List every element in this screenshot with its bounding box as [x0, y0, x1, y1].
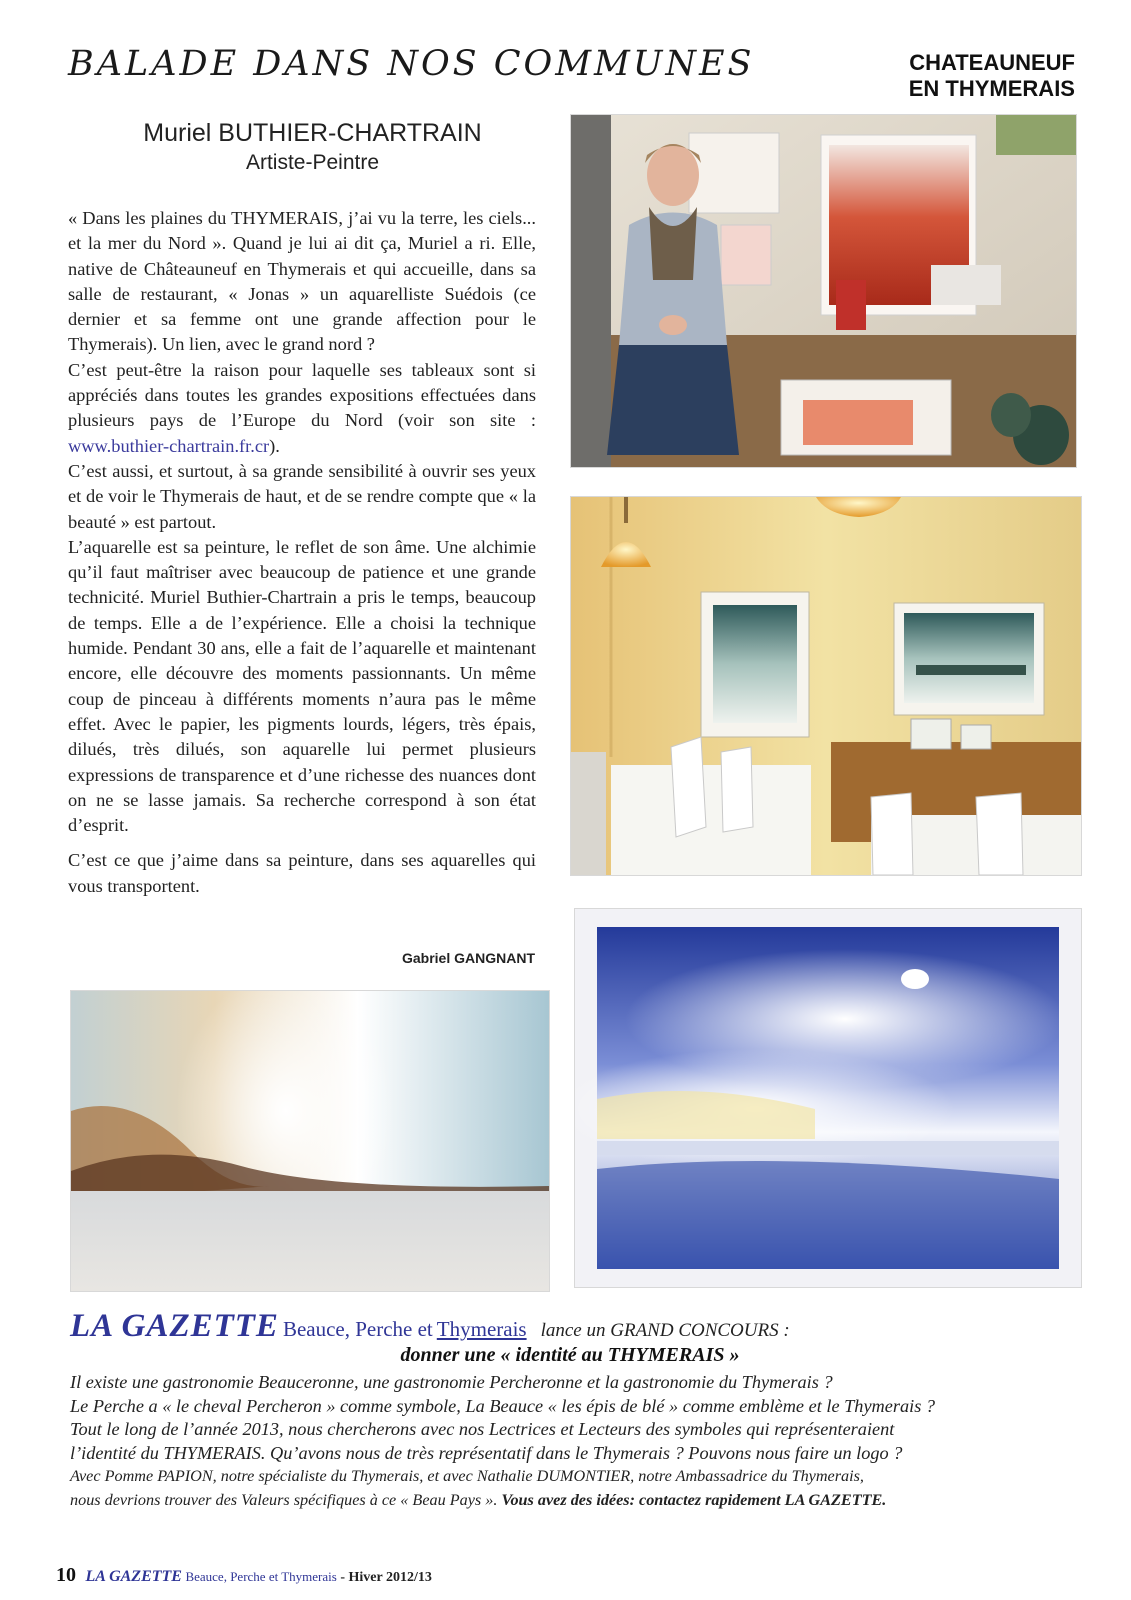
page-footer	[56, 1564, 432, 1587]
gazette-subtitle: Beauce, Perche et	[282, 1317, 433, 1341]
painting-warm-landscape	[70, 990, 550, 1292]
commune-line-2: EN THYMERAIS	[908, 76, 1075, 101]
article-body	[68, 206, 536, 899]
commune-heading	[909, 50, 1075, 102]
artist-studio-photo	[570, 114, 1077, 468]
concours-line-3: Tout le long de l’année 2013, nous chercherons avec nos Lectrices et Lecteurs des symboles qui représenteraient	[70, 1419, 895, 1439]
paragraph-2	[68, 358, 536, 459]
concours-line-4: l’identité du THYMERAIS. Qu’avons nous de très représentatif dans le Thymerais ? Pouvons nous faire un logo ?	[70, 1442, 903, 1463]
concours-body	[70, 1371, 1080, 1512]
footer-issue: - Hiver 2012/13	[340, 1570, 432, 1585]
restaurant-room-photo	[570, 496, 1082, 876]
website-link[interactable]: www.buthier-chartrain.fr.cr	[68, 435, 270, 456]
concours-heading: donner une « identité au THYMERAIS »	[400, 1344, 740, 1366]
paragraph-2-text: C’est peut-être la raison pour laquelle ses tableaux sont si appréciés dans toutes les grandes expositions effectuées dans plusieurs pays de l’Europe du Nord (voir son site :	[68, 359, 536, 431]
footer-gazette: LA GAZETTE	[85, 1568, 182, 1585]
gazette-title: LA GAZETTE	[70, 1308, 279, 1344]
concours-contact: Vous avez des idées: contactez rapidement LA GAZETTE.	[501, 1490, 887, 1509]
concours-line-6-text: nous devrions trouver des Valeurs spécifiques à ce « Beau Pays ».	[70, 1490, 498, 1509]
section-rubric: BALADE DANS NOS COMMUNES	[68, 44, 755, 84]
painting-blue-seascape	[574, 908, 1082, 1288]
concours-line-6	[70, 1489, 1080, 1513]
footer-subtitle: Beauce, Perche et Thymerais	[185, 1569, 337, 1584]
page-number: 10	[56, 1564, 76, 1586]
paragraph-2-end: ).	[269, 435, 280, 456]
concours-line-1: Il existe une gastronomie Beauceronne, une gastronomie Percheronne et la gastronomie du Thymerais ?	[70, 1372, 833, 1392]
concours-line-2: Le Perche a « le cheval Percheron » comme symbole, La Beauce « les épis de blé » comme emblème et le Thymerais ?	[70, 1395, 936, 1416]
concours-line-5: Avec Pomme PAPION, notre spécialiste du Thymerais, et avec Nathalie DUMONTIER, notre Ambassadrice du Thymerais,	[70, 1467, 864, 1485]
paragraph-5: C’est ce que j’aime dans sa peinture, dans ses aquarelles qui vous transportent.	[68, 850, 536, 896]
paragraph-1: « Dans les plaines du THYMERAIS, j’ai vu la terre, les ciels... et la mer du Nord ». Quand je lui ai dit ça, Muriel a ri. Elle, native de Châteauneuf en Thymerais et qui accueille, dans sa salle de restaurant, « Jonas » un aquarelliste Suédois (ce dernier et sa femme ont une grande affection pour le Thymerais). Un lien, avec le grand nord ?	[68, 208, 536, 355]
article-title: Muriel BUTHIER-CHARTRAIN	[143, 119, 482, 147]
concours-announce: lance un GRAND CONCOURS :	[540, 1320, 790, 1341]
article-author: Gabriel GANGNANT	[401, 950, 535, 966]
commune-line-1: CHATEAUNEUF	[909, 50, 1075, 75]
concours-announcement	[70, 1308, 790, 1345]
article-subtitle: Artiste-Peintre	[245, 151, 380, 174]
paragraph-4: L’aquarelle est sa peinture, le reflet de son âme. Une alchimie qu’il faut maîtriser avec beaucoup de patience et une grande technicité. Muriel Buthier-Chartrain a pris le temps, beaucoup de temps. Elle a de l’expérience. Elle a choisi la technique humide. Pendant 30 ans, elle a fait de l’aquarelle et maintenant encore, elle découvre des moments passionnants. Un même coup de pinceau à différents moments n’aura pas le même effet. Avec le papier, les pigments lourds, légers, très épais, dilués, très dilués, son aquarelle lui permet plusieurs expressions de transparence et d’une richesse des nuances dont on ne se lasse jamais. Sa recherche correspond à son état d’esprit.	[68, 536, 536, 836]
gazette-region: Thymerais	[436, 1317, 527, 1341]
paragraph-3: C’est aussi, et surtout, à sa grande sensibilité à ouvrir ses yeux et de voir le Thymerais de haut, et de se rendre compte que « la beauté » est partout.	[68, 460, 536, 532]
